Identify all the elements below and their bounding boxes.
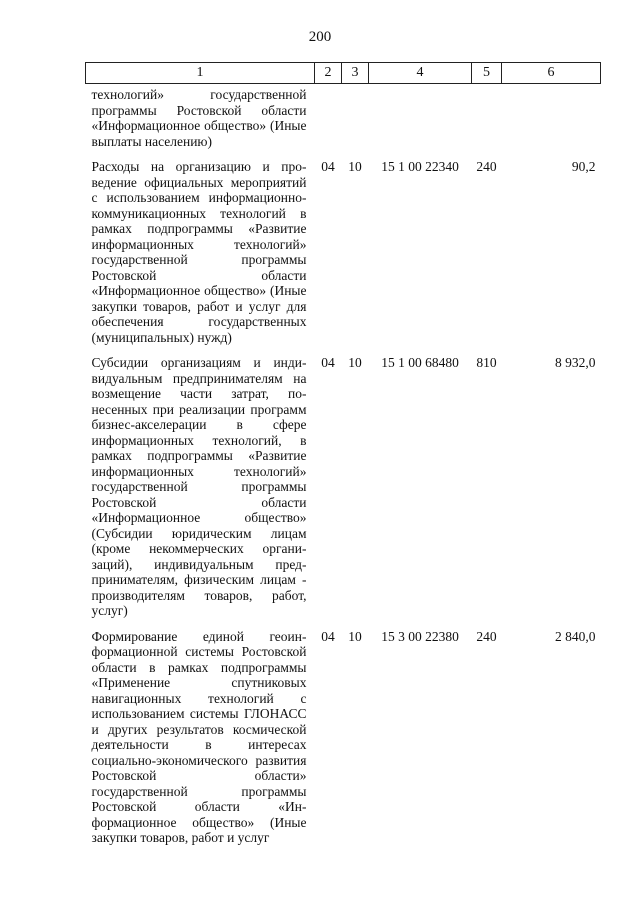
row-target-article bbox=[369, 84, 472, 160]
row-subsection-code: 10 bbox=[348, 628, 362, 644]
row-amount: 90,2 bbox=[571, 159, 596, 174]
header-col-5: 5 bbox=[472, 63, 502, 84]
row-amount: 2 840,0 bbox=[555, 628, 596, 644]
header-col-6: 6 bbox=[502, 63, 601, 84]
page-number: 200 bbox=[308, 29, 332, 45]
budget-table bbox=[85, 62, 601, 856]
row-subsection-code: 10 bbox=[348, 355, 362, 370]
header-col-3: 3 bbox=[342, 63, 369, 84]
row-description: Расходы на организацию и проведение официальных мероприятий с использованием информационно-коммуникационных технологий в рамках подпрограммы «Развитие информационных технологий» государственной программы Ростовской области «Информационное общество» (Иные закупки товаров, работ и услуг для обеспечения государственных (муниципальных) нужд) bbox=[91, 159, 307, 345]
row-amount: 8 932,0 bbox=[555, 355, 596, 370]
row-target-article: 15 1 00 68480 bbox=[381, 355, 459, 370]
row-subsection-code: 10 bbox=[348, 159, 362, 174]
row-target-article: 15 1 00 22340 bbox=[381, 159, 459, 174]
header-col-2: 2 bbox=[315, 63, 342, 84]
row-expense-type: 240 bbox=[476, 628, 497, 644]
row-description: Формирование единой геоинформационной системы Ростовской области в рамках подпрограммы «Применение спутниковых навигационных технологий с использованием системы ГЛОНАСС и других результатов космической деятельности в интересах социально-экономического развития Ростовской области» государственной программы Ростовской области «Информационное общество» (Иные закупки товаров, работ и услуг bbox=[91, 628, 307, 845]
row-expense-type: 810 bbox=[476, 355, 497, 370]
table-row bbox=[86, 159, 601, 355]
row-section-code: 04 bbox=[321, 355, 335, 370]
row-section-code: 04 bbox=[321, 628, 335, 644]
table-row bbox=[86, 629, 601, 856]
row-subsection-code bbox=[342, 84, 369, 160]
row-description: технологий» государственной программы Ростовской области «Информационное общество» (Иные выплаты населению) bbox=[91, 87, 307, 149]
row-section-code: 04 bbox=[321, 159, 335, 174]
table-row bbox=[86, 84, 601, 160]
row-amount bbox=[502, 84, 601, 160]
row-target-article: 15 3 00 22380 bbox=[381, 628, 459, 644]
row-description: Субсидии организациям и индивидуальным предпринимателям на возмещение части затрат, понесенных при реализации программ бизнес-акселерации в сфере информационных технологий, в рамках подпрограммы «Развитие информационных технологий» государственной программы Ростовской области «Информационное общество» (Субсидии юридическим лицам (кроме некоммерческих организаций), индивидуальным предпринимателям, физическим лицам - производителям товаров, работ, услуг) bbox=[91, 355, 307, 618]
row-section-code bbox=[315, 84, 342, 160]
row-expense-type bbox=[472, 84, 502, 160]
table-row bbox=[86, 355, 601, 629]
row-expense-type: 240 bbox=[476, 159, 497, 174]
header-row bbox=[86, 63, 601, 84]
header-col-4: 4 bbox=[369, 63, 472, 84]
header-col-1: 1 bbox=[86, 63, 315, 84]
